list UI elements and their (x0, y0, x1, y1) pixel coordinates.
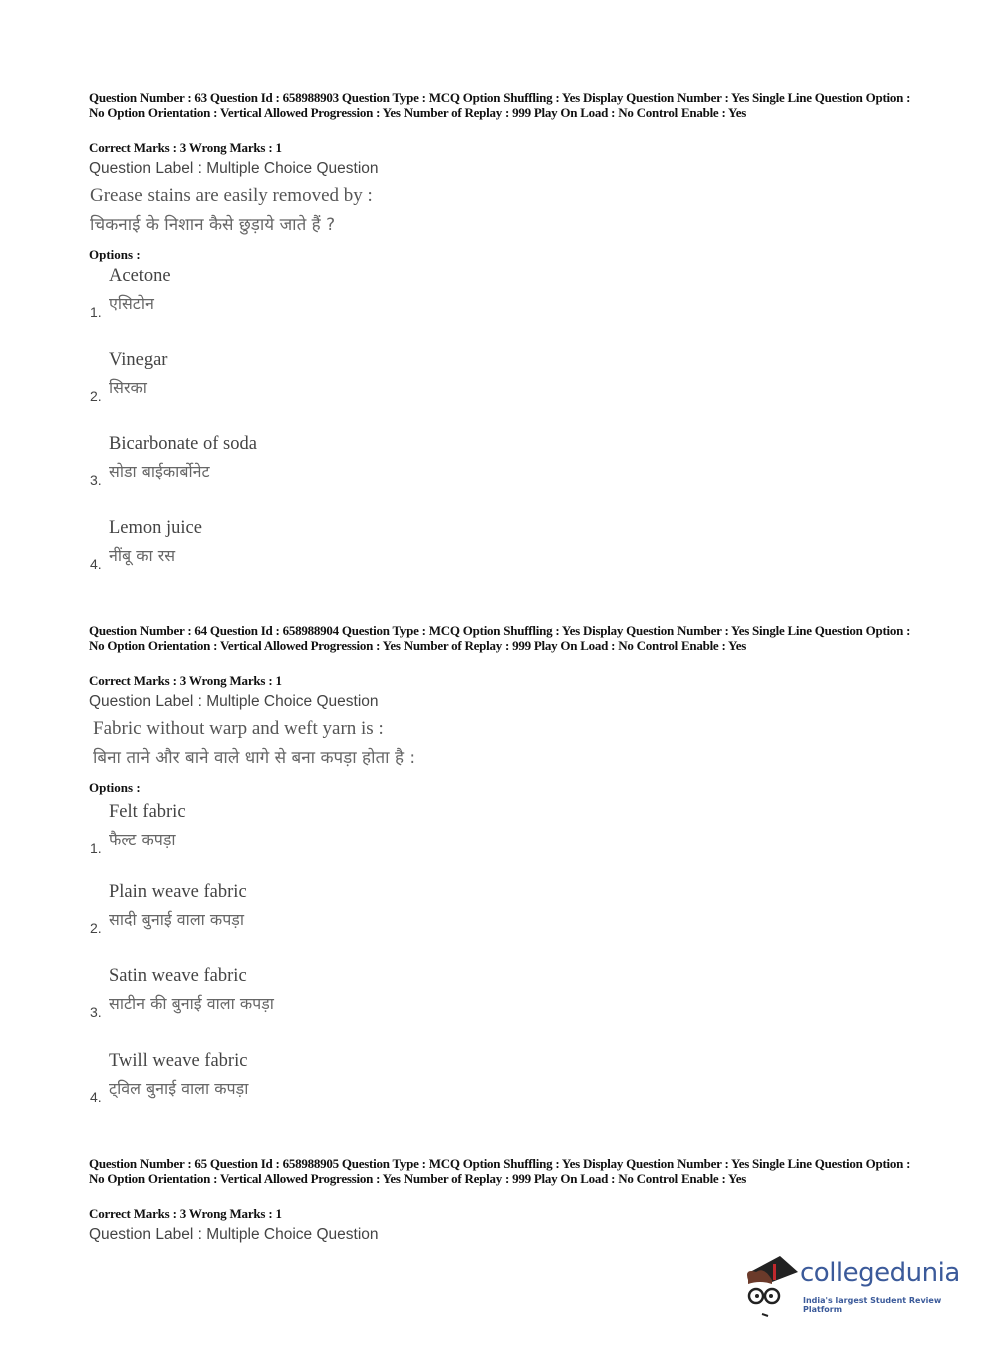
option-text-hi: एसिटोन (109, 294, 154, 313)
question-text-en: Fabric without warp and weft yarn is : (93, 718, 384, 739)
question-63 (89, 91, 929, 624)
option-text-en: Bicarbonate of soda (109, 434, 257, 454)
question-text-en: Grease stains are easily removed by : (90, 185, 373, 206)
question-text-hi: चिकनाई के निशान कैसे छुड़ाये जाते हैं ? (90, 215, 336, 235)
options-label: Options : (89, 780, 141, 795)
option-number: 1. (90, 840, 102, 856)
option-number: 4. (90, 1089, 102, 1105)
brand-tagline: India's largest Student Review Platform (803, 1296, 942, 1314)
option-3 (89, 434, 489, 514)
option-number: 2. (90, 388, 102, 404)
option-4 (89, 518, 489, 598)
question-label: Question Label : Multiple Choice Question (89, 693, 379, 710)
question-meta: Question Number : 64 Question Id : 658988904 Question Type : MCQ Option Shuffling : Yes Display Question Number : Yes Single Line Question Option : No Option Orientation : Vertical Allowed Progression : Yes Number of Replay : 999 Play On Load : No Control Enable : Yes (89, 623, 911, 653)
question-marks: Correct Marks : 3 Wrong Marks : 1 (89, 1206, 282, 1221)
option-text-hi: नींबू का रस (109, 546, 176, 565)
option-text-en: Acetone (109, 266, 171, 286)
option-text-hi: सोडा बाईकार्बोनेट (109, 462, 210, 481)
question-meta: Question Number : 63 Question Id : 658988903 Question Type : MCQ Option Shuffling : Yes Display Question Number : Yes Single Line Question Option : No Option Orientation : Vertical Allowed Progression : Yes Number of Replay : 999 Play On Load : No Control Enable : Yes (89, 90, 911, 120)
option-text-en: Felt fabric (109, 802, 186, 822)
option-3 (89, 966, 489, 1046)
option-text-hi: ट्विल बुनाई वाला कपड़ा (109, 1079, 249, 1098)
mascot-icon (742, 1250, 800, 1320)
option-1 (89, 802, 489, 882)
collegedunia-logo (742, 1250, 972, 1320)
option-number: 1. (90, 304, 102, 320)
question-marks: Correct Marks : 3 Wrong Marks : 1 (89, 673, 282, 688)
option-number: 3. (90, 1004, 102, 1020)
option-text-en: Twill weave fabric (109, 1051, 248, 1071)
option-text-hi: सादी बुनाई वाला कपड़ा (109, 910, 244, 929)
brand-name: collegedunia (800, 1258, 960, 1288)
question-label: Question Label : Multiple Choice Question (89, 1226, 379, 1243)
option-text-en: Lemon juice (109, 518, 202, 538)
option-2 (89, 350, 489, 430)
option-text-hi: सिरका (109, 378, 147, 397)
option-text-hi: साटीन की बुनाई वाला कपड़ा (109, 994, 274, 1013)
option-number: 2. (90, 920, 102, 936)
options-label: Options : (89, 247, 141, 262)
question-marks: Correct Marks : 3 Wrong Marks : 1 (89, 140, 282, 155)
option-4 (89, 1051, 489, 1131)
option-number: 4. (90, 556, 102, 572)
option-text-en: Satin weave fabric (109, 966, 247, 986)
option-1 (89, 266, 489, 346)
option-text-en: Plain weave fabric (109, 882, 247, 902)
option-number: 3. (90, 472, 102, 488)
option-text-hi: फैल्ट कपड़ा (109, 830, 176, 849)
question-text-hi: बिना ताने और बाने वाले धागे से बना कपड़ा होता है : (93, 748, 416, 768)
question-label: Question Label : Multiple Choice Question (89, 160, 379, 177)
question-meta: Question Number : 65 Question Id : 658988905 Question Type : MCQ Option Shuffling : Yes Display Question Number : Yes Single Line Question Option : No Option Orientation : Vertical Allowed Progression : Yes Number of Replay : 999 Play On Load : No Control Enable : Yes (89, 1156, 911, 1186)
option-text-en: Vinegar (109, 350, 168, 370)
question-64 (89, 624, 929, 1157)
question-65 (89, 1157, 929, 1257)
option-2 (89, 882, 489, 962)
